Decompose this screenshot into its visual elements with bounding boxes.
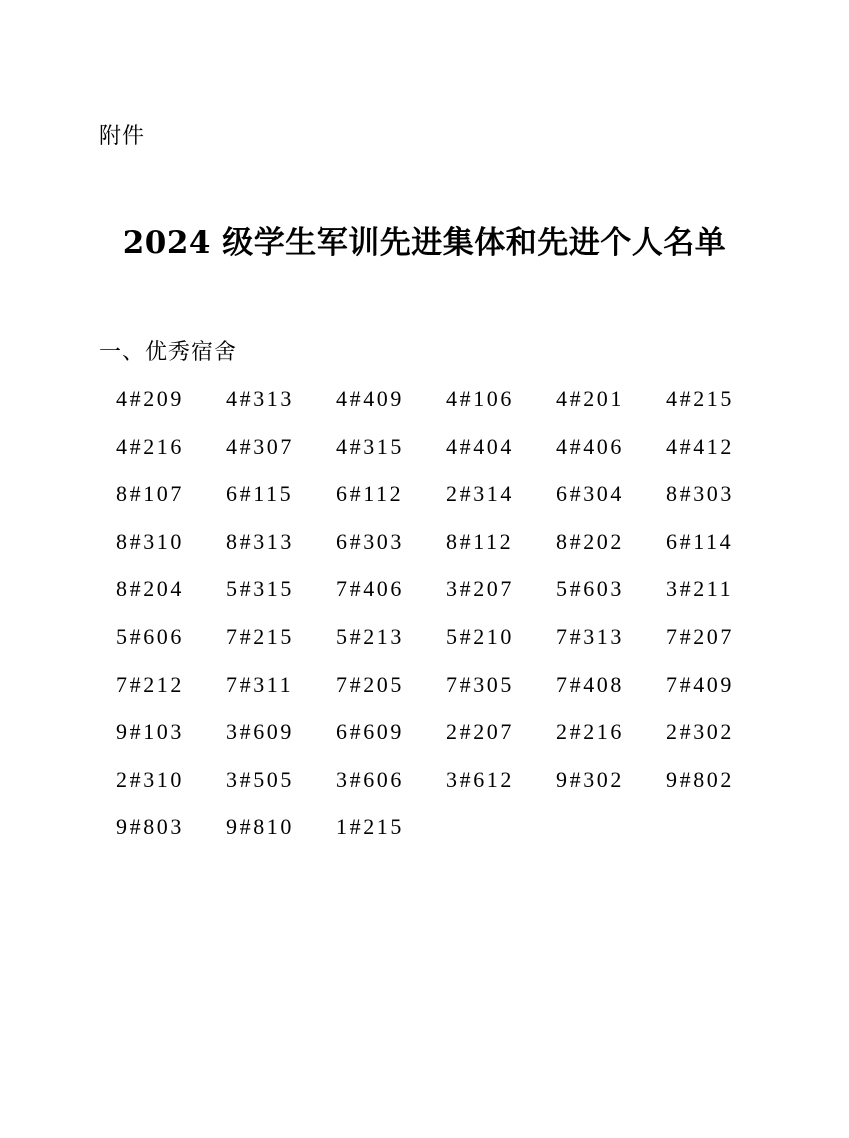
room-item: 3#505 bbox=[226, 766, 294, 792]
room-item: 7#212 bbox=[116, 671, 184, 697]
room-item: 8#112 bbox=[446, 528, 514, 554]
room-item: 7#406 bbox=[336, 576, 404, 602]
room-item: 5#315 bbox=[226, 576, 294, 602]
room-item: 6#115 bbox=[226, 481, 294, 507]
room-item: 9#802 bbox=[666, 766, 734, 792]
room-item: 5#213 bbox=[336, 623, 404, 649]
room-item: 5#210 bbox=[446, 623, 514, 649]
room-item: 7#207 bbox=[666, 623, 734, 649]
room-item: 4#106 bbox=[446, 386, 514, 411]
room-item: 9#803 bbox=[116, 814, 184, 840]
room-item: 8#204 bbox=[116, 576, 184, 602]
room-item: 6#112 bbox=[336, 481, 404, 507]
room-list bbox=[116, 382, 776, 858]
room-item: 3#207 bbox=[446, 576, 514, 602]
room-item: 4#307 bbox=[226, 433, 294, 459]
room-item: 8#202 bbox=[556, 528, 624, 554]
room-item: 4#201 bbox=[556, 386, 624, 411]
room-item: 6#304 bbox=[556, 481, 624, 507]
document-title: 2024 级学生军训先进集体和先进个人名单 bbox=[122, 225, 727, 261]
room-item: 4#209 bbox=[116, 386, 184, 411]
room-item: 4#412 bbox=[666, 433, 734, 459]
room-item: 4#216 bbox=[116, 433, 184, 459]
room-item: 3#211 bbox=[666, 576, 734, 602]
room-item: 4#409 bbox=[336, 386, 404, 411]
room-item: 4#313 bbox=[226, 386, 294, 411]
room-item: 7#311 bbox=[226, 671, 294, 697]
room-item: 6#303 bbox=[336, 528, 404, 554]
room-item: 8#303 bbox=[666, 481, 734, 507]
room-item: 8#310 bbox=[116, 528, 184, 554]
room-item: 2#310 bbox=[116, 766, 184, 792]
room-item: 2#216 bbox=[556, 719, 624, 745]
section-heading: 一、优秀宿舍 bbox=[99, 340, 238, 365]
room-item: 7#305 bbox=[446, 671, 514, 697]
room-item: 9#302 bbox=[556, 766, 624, 792]
room-item: 6#609 bbox=[336, 719, 404, 745]
room-item: 4#215 bbox=[666, 386, 734, 411]
room-item: 7#409 bbox=[666, 671, 734, 697]
room-item: 2#314 bbox=[446, 481, 514, 507]
room-item: 9#810 bbox=[226, 814, 294, 840]
room-item: 3#612 bbox=[446, 766, 514, 792]
room-item: 4#315 bbox=[336, 433, 404, 459]
room-item: 5#606 bbox=[116, 623, 184, 649]
room-item: 7#215 bbox=[226, 623, 294, 649]
room-item: 7#408 bbox=[556, 671, 624, 697]
room-item: 7#313 bbox=[556, 623, 624, 649]
room-item: 8#313 bbox=[226, 528, 294, 554]
room-item: 1#215 bbox=[336, 814, 404, 840]
room-item: 3#609 bbox=[226, 719, 294, 745]
attachment-label: 附件 bbox=[99, 124, 146, 149]
room-item: 8#107 bbox=[116, 481, 184, 507]
room-item: 5#603 bbox=[556, 576, 624, 602]
room-item: 2#302 bbox=[666, 719, 734, 745]
room-item: 2#207 bbox=[446, 719, 514, 745]
room-item: 4#406 bbox=[556, 433, 624, 459]
room-item: 4#404 bbox=[446, 433, 514, 459]
room-item: 3#606 bbox=[336, 766, 404, 792]
room-item: 6#114 bbox=[666, 528, 734, 554]
room-item: 7#205 bbox=[336, 671, 404, 697]
room-item: 9#103 bbox=[116, 719, 184, 745]
